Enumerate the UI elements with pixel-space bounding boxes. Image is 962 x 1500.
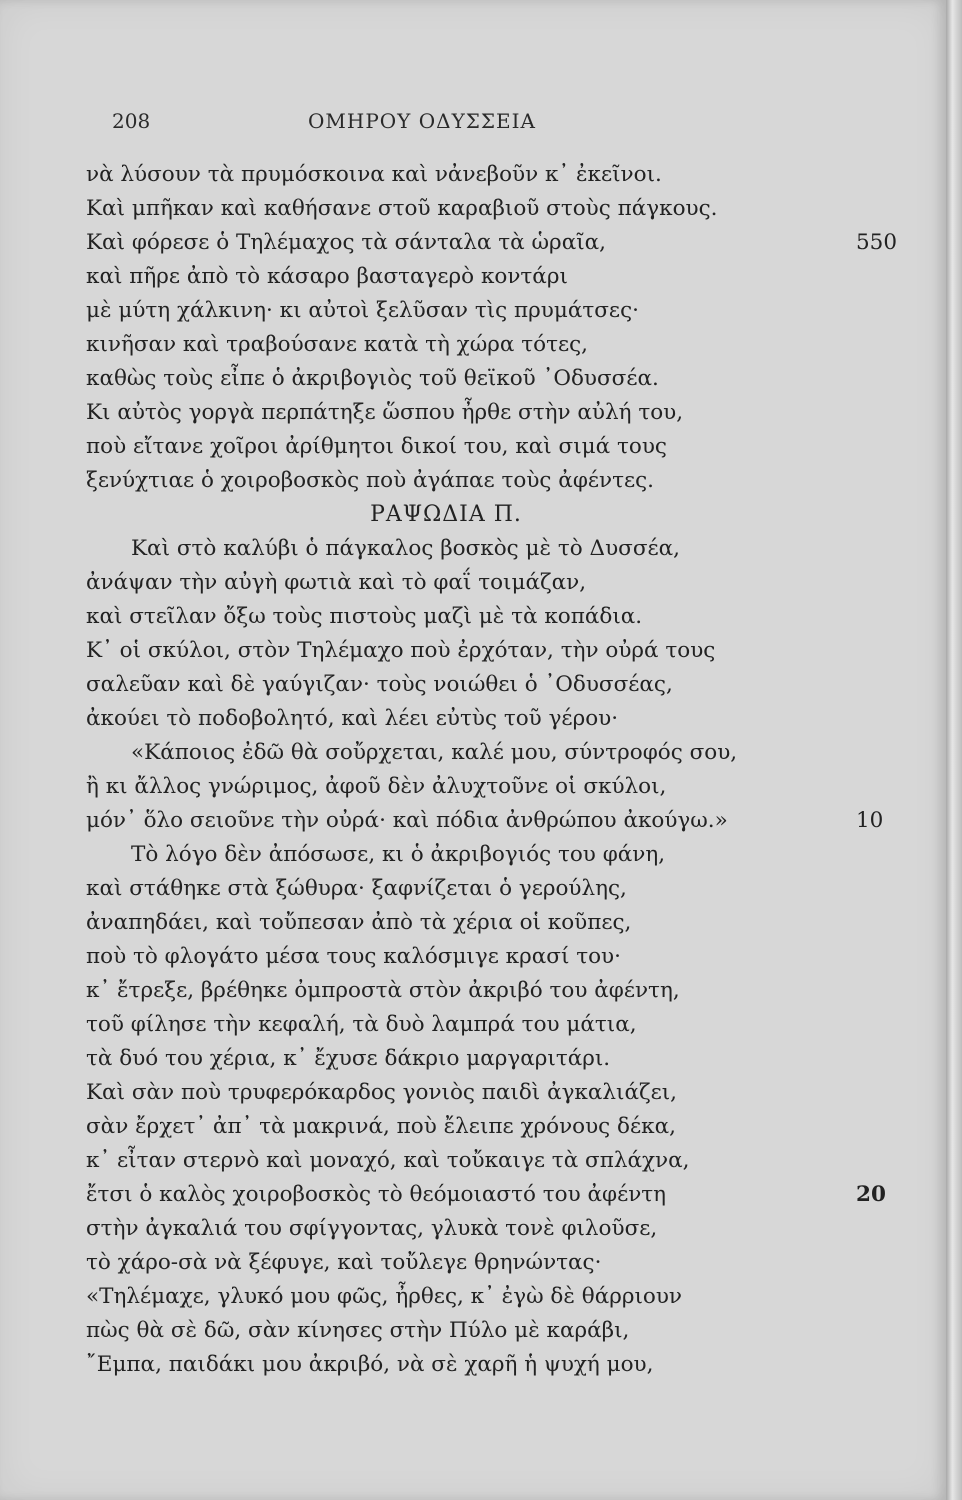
verse-line xyxy=(86,600,906,634)
verse-line-text: ποὺ τὸ φλογάτο μέσα τους καλόσμιγε κρασί του· xyxy=(86,944,621,969)
verse-line-text: καὶ στεῖλαν ὄξω τοὺς πιστοὺς μαζὶ μὲ τὰ κοπάδια. xyxy=(86,604,643,629)
verse-line xyxy=(86,940,906,974)
verse-line-text: καὶ πῆρε ἀπὸ τὸ κάσαρο βασταγερὸ κοντάρι xyxy=(86,264,568,289)
verse-line-text: πὼς θὰ σὲ δῶ, σὰν κίνησες στὴν Πύλο μὲ καράβι, xyxy=(86,1318,630,1343)
line-number: 10 xyxy=(856,808,884,833)
verse-line-text: ἀνάψαν τὴν αὐγὴ φωτιὰ καὶ τὸ φαΐ τοιμάζαν, xyxy=(86,570,587,595)
verse-line xyxy=(86,1076,906,1110)
verse-line-text: τοῦ φίλησε τὴν κεφαλή, τὰ δυὸ λαμπρά του μάτια, xyxy=(86,1012,637,1037)
verse-line xyxy=(86,1314,906,1348)
page-number: 208 xyxy=(112,109,151,133)
verse-line-text: ξενύχτιαε ὁ χοιροβοσκὸς ποὺ ἀγάπαε τοὺς ἀφέντες. xyxy=(86,468,654,493)
verse-line xyxy=(86,1008,906,1042)
verse-line xyxy=(86,362,906,396)
verse-line-text: ΡΑΨΩΔΙΑ Π. xyxy=(370,502,522,527)
verse-line xyxy=(86,1178,906,1212)
verse-line xyxy=(86,702,906,736)
verse-line xyxy=(86,634,906,668)
verse-text xyxy=(86,158,906,1382)
verse-line-text: τὸ χάρο-σὰ νὰ ξέφυγε, καὶ τοὔλεγε θρηνώντας· xyxy=(86,1250,602,1275)
verse-line-text: Καὶ φόρεσε ὁ Τηλέμαχος τὰ σάνταλα τὰ ὡραῖα, xyxy=(86,230,606,255)
verse-line-text: νὰ λύσουν τὰ πρυμόσκοινα καὶ νἀνεβοῦν κ᾿ ἐκεῖνοι. xyxy=(86,162,662,187)
verse-line-text: «Τηλέμαχε, γλυκό μου φῶς, ἦρθες, κ᾿ ἐγὼ δὲ θάρριουν xyxy=(86,1284,683,1309)
verse-line-text: «Κάποιος ἐδῶ θὰ σοὔρχεται, καλέ μου, σύντροφός σου, xyxy=(131,740,738,765)
verse-line xyxy=(86,1246,906,1280)
verse-line xyxy=(86,260,906,294)
verse-line xyxy=(86,872,906,906)
verse-line xyxy=(86,668,906,702)
verse-line-text: ἢ κι ἄλλος γνώριμος, ἀφοῦ δὲν ἀλυχτοῦνε οἱ σκύλοι, xyxy=(86,774,667,799)
page-edge xyxy=(946,0,962,1500)
verse-line xyxy=(86,1280,906,1314)
verse-line xyxy=(86,532,906,566)
verse-line-text: κ᾿ ἔτρεξε, βρέθηκε ὀμπροστὰ στὸν ἀκριβό του ἀφέντη, xyxy=(86,978,680,1003)
verse-line-text: Κι αὐτὸς γοργὰ περπάτηξε ὥσπου ἦρθε στὴν αὐλή του, xyxy=(86,400,684,425)
verse-line xyxy=(86,838,906,872)
verse-line xyxy=(86,906,906,940)
verse-line xyxy=(86,1144,906,1178)
verse-line xyxy=(86,158,906,192)
verse-line-text: κ᾿ εἶταν στερνὸ καὶ μοναχό, καὶ τοὔκαιγε τὰ σπλάχνα, xyxy=(86,1148,690,1173)
verse-line-text: ποὺ εἴτανε χοῖροι ἀρίθμητοι δικοί του, καὶ σιμά τους xyxy=(86,434,667,459)
verse-line xyxy=(86,566,906,600)
verse-line-text: μόν᾿ ὅλο σειοῦνε τὴν οὐρά· καὶ πόδια ἀνθρώπου ἀκούγω.» xyxy=(86,808,728,833)
verse-line-text: κινῆσαν καὶ τραβούσανε κατὰ τὴ χώρα τότες, xyxy=(86,332,588,357)
verse-line-text: ἀκούει τὸ ποδοβολητό, καὶ λέει εὐτὺς τοῦ γέρου· xyxy=(86,706,619,731)
verse-line-text: μὲ μύτη χάλκινη· κι αὐτοὶ ξελῦσαν τὶς πρυμάτσες· xyxy=(86,298,639,323)
line-number: 20 xyxy=(856,1182,886,1207)
verse-line xyxy=(86,396,906,430)
verse-line xyxy=(86,974,906,1008)
verse-line-text: Καὶ σὰν ποὺ τρυφερόκαρδος γονιὸς παιδὶ ἀγκαλιάζει, xyxy=(86,1080,678,1105)
verse-line xyxy=(86,294,906,328)
verse-line xyxy=(86,1042,906,1076)
verse-line-text: Καὶ μπῆκαν καὶ καθήσανε στοῦ καραβιοῦ στοὺς πάγκους. xyxy=(86,196,718,221)
verse-line-text: σὰν ἔρχετ᾿ ἀπ᾿ τὰ μακρινά, ποὺ ἔλειπε χρόνους δέκα, xyxy=(86,1114,676,1139)
verse-line xyxy=(86,1212,906,1246)
verse-line-text: καθὼς τοὺς εἶπε ὁ ἀκριβογιὸς τοῦ θεϊκοῦ ᾿Οδυσσέα. xyxy=(86,366,659,391)
verse-line xyxy=(86,464,906,498)
verse-line xyxy=(86,226,906,260)
verse-line-text: Κ᾿ οἱ σκύλοι, στὸν Τηλέμαχο ποὺ ἐρχόταν, τὴν οὐρά τους xyxy=(86,638,716,663)
verse-line xyxy=(86,328,906,362)
verse-line-text: Τὸ λόγο δὲν ἀπόσωσε, κι ὁ ἀκριβογιός του φάνη, xyxy=(131,842,666,867)
running-title: ΟΜΗΡΟΥ ΟΔΥΣΣΕΙΑ xyxy=(308,109,536,133)
verse-line-text: ἔτσι ὁ καλὸς χοιροβοσκὸς τὸ θεόμοιαστό του ἀφέντη xyxy=(86,1182,667,1207)
verse-line xyxy=(86,770,906,804)
verse-line xyxy=(86,1348,906,1382)
verse-line xyxy=(86,430,906,464)
verse-line-text: ῎Εμπα, παιδάκι μου ἀκριβό, νὰ σὲ χαρῆ ἡ ψυχή μου, xyxy=(86,1352,654,1377)
verse-line-text: σαλεῦαν καὶ δὲ γαύγιζαν· τοὺς νοιώθει ὁ ᾿Οδυσσέας, xyxy=(86,672,673,697)
verse-line xyxy=(86,1110,906,1144)
line-number: 550 xyxy=(856,230,898,255)
verse-line-text: στὴν ἀγκαλιά του σφίγγοντας, γλυκὰ τονὲ φιλοῦσε, xyxy=(86,1216,658,1241)
verse-line xyxy=(86,804,906,838)
verse-line xyxy=(86,736,906,770)
page-header xyxy=(112,109,732,137)
verse-line-text: ἀναπηδάει, καὶ τοὔπεσαν ἀπὸ τὰ χέρια οἱ κοῦπες, xyxy=(86,910,632,935)
verse-line-text: τὰ δυό του χέρια, κ᾿ ἔχυσε δάκριο μαργαριτάρι. xyxy=(86,1046,611,1071)
rhapsody-heading xyxy=(86,498,906,532)
verse-line xyxy=(86,192,906,226)
verse-line-text: καὶ στάθηκε στὰ ξώθυρα· ξαφνίζεται ὁ γερούλης, xyxy=(86,876,627,901)
verse-line-text: Καὶ στὸ καλύβι ὁ πάγκαλος βοσκὸς μὲ τὸ Δυσσέα, xyxy=(131,536,680,561)
